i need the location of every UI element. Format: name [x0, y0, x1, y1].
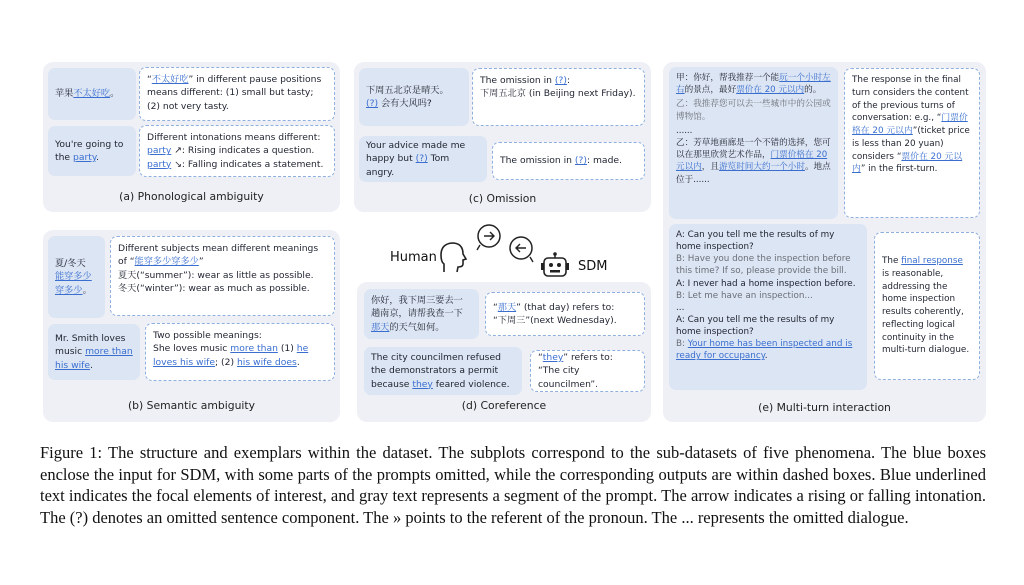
- panel-caption: (d) Coreference: [461, 399, 547, 412]
- input-box: 甲：你好，帮我推荐一个能玩一个小时左右的景点，最好票价在 20 元以内的。 乙：我推荐您可以去一些城市中的公园或博物馆。 ...... 乙：芳草地画廊是一个不错的选择，您可以在那里欣赏艺术作品，门票价格在 20 元以内，且游览时间大约一个小时。地点位于......: [669, 67, 838, 219]
- panel-caption: (e) Multi-turn interaction: [758, 401, 891, 414]
- panel-caption: (b) Semantic ambiguity: [127, 399, 256, 412]
- output-box: Different intonations means different: party ↗: Rising indicates a question. party ↘: Falling indicates a statement.: [139, 125, 335, 177]
- human-head-icon: [438, 238, 468, 274]
- input-box: 下周五北京是晴天。 (?) 会有大风吗?: [359, 68, 469, 126]
- output-box: The omission in (?): 下周五北京 (in Beijing next Friday).: [472, 68, 645, 126]
- input-box: Your advice made me happy but (?) Tom angry.: [359, 136, 487, 182]
- human-label: Human: [390, 250, 437, 265]
- input-box: 夏/冬天 能穿多少穿多少。: [48, 236, 105, 318]
- input-box: Mr. Smith loves music more than his wife.: [48, 324, 140, 380]
- focal-text: 不太好吃: [73, 88, 111, 100]
- panel-caption: (c) Omission: [468, 192, 537, 205]
- robot-icon: [540, 252, 570, 280]
- sdm-label: SDM: [578, 259, 608, 274]
- output-box: Two possible meanings: She loves music more than (1) he loves his wife; (2) his wife does.: [145, 323, 335, 381]
- output-box: The omission in (?): made.: [492, 142, 645, 180]
- output-box: “那天” (that day) refers to: “下周三”(next Wednesday).: [485, 292, 645, 336]
- output-box: “they” refers to: “The city councilmen”.: [530, 350, 645, 392]
- speech-bubble-icon: [474, 222, 504, 252]
- input-box: 苹果不太好吃。: [48, 68, 136, 120]
- input-box: The city councilmen refused the demonstrators a permit because they feared violence.: [364, 347, 522, 395]
- output-box: The response in the final turn considers the content of the previous turns of conversation: e.g., “门票价格在 20 元以内”(ticket price is less than 20 yuan) considers “票价在 20 元以内” in the first-turn.: [844, 68, 980, 218]
- input-box: You're going to the party.: [48, 126, 136, 176]
- input-box: 你好，我下周三要去一趟南京，请帮我查一下那天的天气如何。: [364, 289, 479, 339]
- input-box: A: Can you tell me the results of my home inspection? B: Have you done the inspection before this time? If so, please provide the bill. A: I never had a home inspection before. B: Let me have an inspection... ... A: Can you tell me the results of my home inspection? B: Your home has been inspected and is ready for occupancy.: [669, 224, 867, 390]
- figure-caption: Figure 1: The structure and exemplars within the dataset. The subplots correspond to the sub-datasets of five phenomena. The blue boxes enclose the input for SDM, with some parts of the prompts omitted, while the corresponding outputs are within dashed boxes. Blue underlined text indicates the focal elements of interest, and gray text represents a segment of the prompt. The arrow indicates a rising or falling intonation. The (?) denotes an omitted sentence component. The » points to the referent of the pronoun. The ... represents the omitted dialogue.: [40, 443, 986, 527]
- output-box: Different subjects mean different meanings of “能穿多少穿多少” 夏天(“summer”): wear as little as possible. 冬天(“winter”): wear as much as possible.: [110, 236, 335, 316]
- output-box: “不太好吃” in different pause positions means different: (1) small but tasty; (2) not very tasty.: [139, 67, 335, 121]
- output-box: The final response is reasonable, addressing the home inspection results coherently, reflecting logical continuity in the multi-turn dialogue.: [874, 232, 980, 380]
- speech-bubble-icon: [506, 234, 536, 264]
- panel-caption: (a) Phonological ambiguity: [119, 190, 264, 203]
